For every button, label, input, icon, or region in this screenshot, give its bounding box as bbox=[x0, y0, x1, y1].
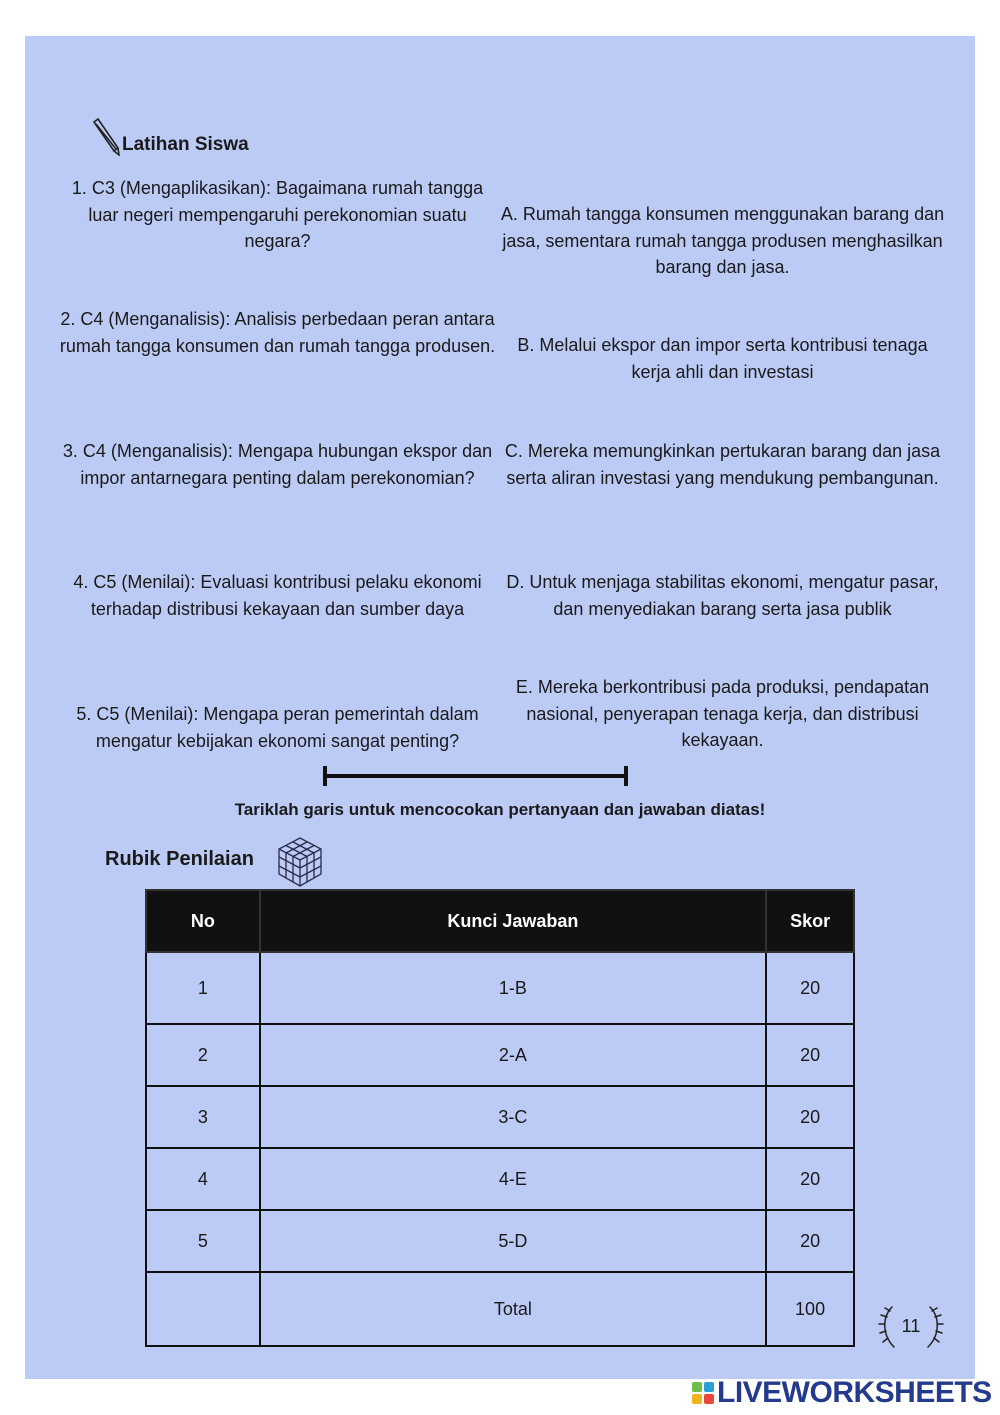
question-1: 1. C3 (Mengaplikasikan): Bagaimana rumah tangga luar negeri mempengaruhi perekonomian suatu negara? bbox=[71, 178, 484, 251]
row-no: 5 bbox=[146, 1210, 260, 1272]
row-score: 20 bbox=[766, 952, 854, 1024]
instruction-text: Tariklah garis untuk mencocokan pertanyaan dan jawaban diatas! bbox=[234, 800, 766, 819]
cube-icon bbox=[276, 836, 324, 888]
row-score: 20 bbox=[766, 1086, 854, 1148]
question-2: 2. C4 (Menganalisis): Analisis perbedaan peran antara rumah tangga konsumen dan rumah tangga produsen. bbox=[59, 309, 496, 356]
total-row bbox=[146, 1272, 854, 1346]
total-label: Total bbox=[260, 1272, 766, 1346]
answer-b: B. Melalui ekspor dan impor serta kontribusi tenaga kerja ahli dan investasi bbox=[517, 335, 928, 382]
row-key: 2-A bbox=[260, 1024, 766, 1086]
total-score: 100 bbox=[766, 1272, 854, 1346]
answer-d: D. Untuk menjaga stabilitas ekonomi, mengatur pasar, dan menyediakan barang serta jasa publik bbox=[506, 572, 939, 619]
question-3: 3. C4 (Menganalisis): Mengapa hubungan ekspor dan impor antarnegara penting dalam perekonomian? bbox=[62, 441, 493, 488]
header-answer-key: Kunci Jawaban bbox=[260, 890, 766, 952]
logo-squares-icon bbox=[692, 1382, 714, 1404]
row-key: 3-C bbox=[260, 1086, 766, 1148]
question-4: 4. C5 (Menilai): Evaluasi kontribusi pelaku ekonomi terhadap distribusi kekayaan dan sumber daya bbox=[73, 572, 482, 619]
section-header bbox=[90, 116, 249, 156]
table-row bbox=[146, 1024, 854, 1086]
matching-line[interactable] bbox=[320, 764, 632, 788]
row-no: 4 bbox=[146, 1148, 260, 1210]
question-5: 5. C5 (Menilai): Mengapa peran pemerintah dalam mengatur kebijakan ekonomi sangat penting? bbox=[76, 704, 479, 751]
row-no: 2 bbox=[146, 1024, 260, 1086]
row-no: 1 bbox=[146, 952, 260, 1024]
table-row bbox=[146, 1210, 854, 1272]
rubric-title: Rubik Penilaian bbox=[105, 848, 254, 870]
table-row bbox=[146, 1086, 854, 1148]
header-no: No bbox=[146, 890, 260, 952]
pencil-icon bbox=[90, 118, 122, 156]
logo-text: LIVEWORKSHEETS bbox=[717, 1376, 992, 1409]
answer-a: A. Rumah tangga konsumen menggunakan barang dan jasa, sementara rumah tangga produsen menghasilkan barang dan jasa. bbox=[500, 204, 945, 277]
header-score: Skor bbox=[766, 890, 854, 952]
answer-e: E. Mereka berkontribusi pada produksi, pendapatan nasional, penyerapan tenaga kerja, dan distribusi kekayaan. bbox=[515, 677, 930, 750]
answer-c: C. Mereka memungkinkan pertukaran barang dan jasa serta aliran investasi yang mendukung pembangunan. bbox=[504, 441, 941, 488]
table-header-row bbox=[146, 890, 854, 952]
total-no bbox=[146, 1272, 260, 1346]
row-score: 20 bbox=[766, 1024, 854, 1086]
row-score: 20 bbox=[766, 1210, 854, 1272]
row-score: 20 bbox=[766, 1148, 854, 1210]
table-row bbox=[146, 952, 854, 1024]
rubric-table bbox=[145, 889, 855, 1347]
row-key: 4-E bbox=[260, 1148, 766, 1210]
section-title: Latihan Siswa bbox=[122, 134, 249, 155]
table-row bbox=[146, 1148, 854, 1210]
row-no: 3 bbox=[146, 1086, 260, 1148]
page-number: 11 bbox=[901, 1316, 921, 1336]
row-key: 1-B bbox=[260, 952, 766, 1024]
liveworksheets-logo bbox=[692, 1378, 992, 1408]
row-key: 5-D bbox=[260, 1210, 766, 1272]
